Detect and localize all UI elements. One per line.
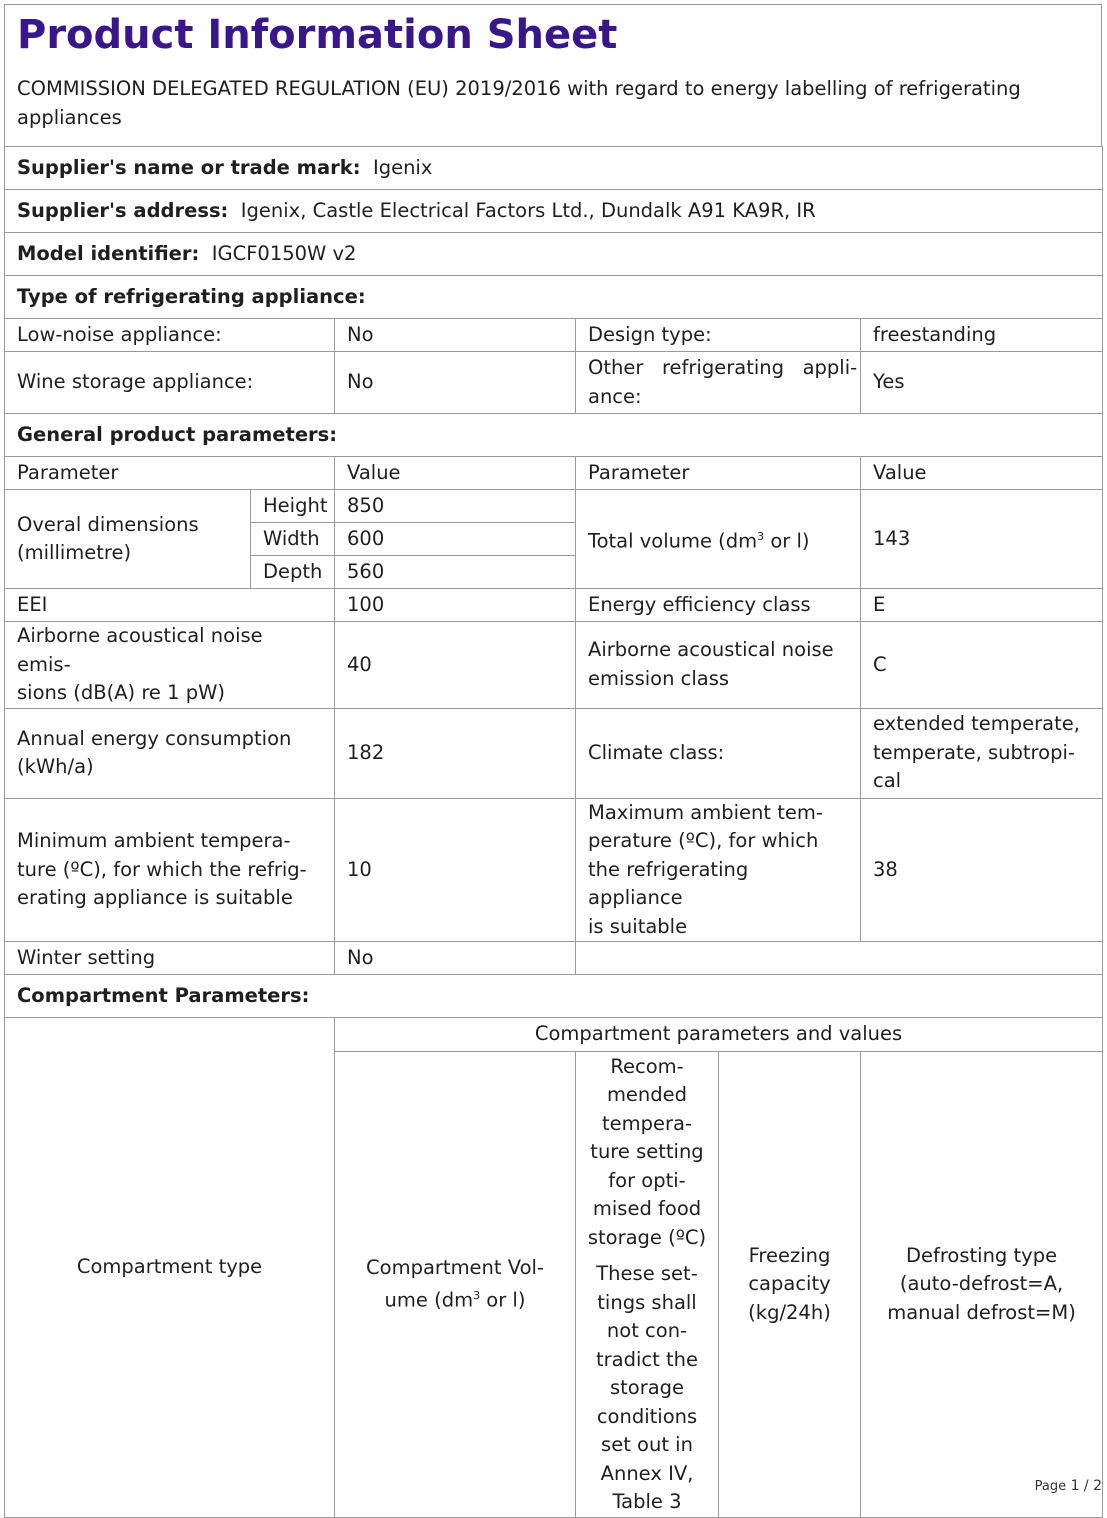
- recommended-line-6: mised food: [592, 1197, 702, 1220]
- compartment-volume-sup: 3: [473, 1289, 481, 1303]
- total-volume-label-pre: Total volume (dm: [588, 529, 758, 552]
- other-appliance-label-line2: ance:: [588, 384, 642, 408]
- width-label: Width: [251, 523, 335, 556]
- total-volume-sup: 3: [757, 529, 765, 543]
- wine-storage-value: No: [335, 352, 576, 414]
- model-identifier-value: IGCF0150W v2: [211, 241, 357, 265]
- total-volume-label-post: or l): [764, 529, 810, 552]
- supplier-name-label: Supplier's name or trade mark:: [17, 155, 361, 179]
- max-ambient-label: [576, 798, 861, 942]
- product-information-sheet: [4, 4, 1102, 1518]
- compartment-volume-header: [335, 1052, 576, 1518]
- depth-label: Depth: [251, 556, 335, 589]
- energy-class-label: Energy efficiency class: [576, 589, 861, 622]
- max-ambient-label-line2: perature (ºC), for which: [588, 829, 819, 852]
- recommended-line-7: storage (ºC): [587, 1225, 707, 1249]
- noise-class-value: C: [861, 622, 1103, 709]
- type-heading: Type of refrigerating appliance:: [5, 276, 1103, 319]
- header-value: Value: [335, 457, 576, 490]
- total-volume-label: [576, 490, 861, 589]
- climate-class-value-line1: extended temperate,: [873, 712, 1080, 736]
- recommended-line-4: ture setting: [590, 1140, 704, 1163]
- settings-note-line-9: Table 3: [612, 1490, 682, 1513]
- freezing-capacity-header: [719, 1052, 861, 1518]
- min-ambient-label-line2: ture (ºC), for which the refrig-: [17, 857, 307, 881]
- noise-emission-label-line1: Airborne acoustical noise emis-: [17, 624, 263, 676]
- other-appliance-label-line1: Other refrigerating appli-: [588, 356, 858, 379]
- other-appliance-value: Yes: [861, 352, 1103, 414]
- compartment-volume-line2: [341, 1282, 569, 1315]
- annual-energy-value: 182: [335, 708, 576, 798]
- defrosting-line-1: Defrosting type: [905, 1243, 1058, 1267]
- info-table: [4, 146, 1103, 1518]
- supplier-address-label: Supplier's address:: [17, 198, 229, 222]
- defrosting-type-header: [861, 1052, 1103, 1518]
- design-type-label: Design type:: [576, 319, 861, 352]
- noise-emission-value: 40: [335, 622, 576, 709]
- noise-class-label-line1: Airborne acoustical noise: [588, 638, 834, 662]
- regulation-text: COMMISSION DELEGATED REGULATION (EU) 2019/2016 with regard to energy labelling of refrigerating appliances: [4, 64, 1102, 146]
- max-ambient-label-line4: is suitable: [588, 914, 688, 938]
- supplier-name-value: Igenix: [372, 155, 433, 179]
- model-identifier-label: Model identifier:: [17, 241, 200, 265]
- supplier-name-row: [5, 147, 1103, 190]
- compartment-type-header: Compartment type: [5, 1018, 335, 1518]
- max-ambient-label-line1: Maximum ambient tem-: [588, 800, 823, 824]
- recommended-line-1: Recom-: [610, 1054, 684, 1078]
- energy-class-value: E: [861, 589, 1103, 622]
- page-title: Product Information Sheet: [4, 4, 1102, 64]
- max-ambient-label-line3: the refrigerating appliance: [588, 857, 749, 909]
- height-value: 850: [335, 490, 576, 523]
- noise-emission-label-line2: sions (dB(A) re 1 pW): [17, 681, 225, 704]
- settings-note-line-5: storage: [609, 1376, 685, 1399]
- design-type-value: freestanding: [861, 319, 1103, 352]
- header-parameter: Parameter: [5, 457, 335, 490]
- compartment-heading: Compartment Parameters:: [5, 975, 1103, 1018]
- page-number: 1 / 2: [1070, 1478, 1102, 1494]
- settings-note-line-1: These set-: [596, 1262, 698, 1285]
- climate-class-label: Climate class:: [576, 708, 861, 798]
- climate-class-value-line2: temperate, subtropi-: [873, 740, 1075, 764]
- width-value: 600: [335, 523, 576, 556]
- page-label: Page: [1034, 1479, 1067, 1494]
- winter-setting-label: Winter setting: [5, 942, 335, 975]
- recommended-line-3: tempera-: [601, 1111, 693, 1135]
- general-heading: General product parameters:: [5, 414, 1103, 457]
- noise-class-label-line2: emission class: [588, 666, 730, 690]
- low-noise-value: No: [335, 319, 576, 352]
- model-identifier-row: [5, 233, 1103, 276]
- supplier-address-value: Igenix, Castle Electrical Factors Ltd., Dundalk A91 KA9R, IR: [240, 198, 816, 222]
- climate-class-value-line3: cal: [873, 769, 902, 793]
- defrosting-line-3: manual defrost=M): [887, 1300, 1076, 1324]
- min-ambient-value: 10: [335, 798, 576, 942]
- recommended-line-5: for opti-: [608, 1168, 686, 1192]
- eei-value: 100: [335, 589, 576, 622]
- recommended-temperature-header: [576, 1052, 719, 1518]
- noise-class-label: [576, 622, 861, 709]
- height-label: Height: [251, 490, 335, 523]
- compartment-volume-post: or l): [480, 1288, 526, 1312]
- recommended-line-2: mended: [606, 1083, 688, 1106]
- compartment-volume-line1: Compartment Vol-: [366, 1255, 544, 1279]
- max-ambient-value: 38: [861, 798, 1103, 942]
- compartment-volume-pre: ume (dm: [384, 1288, 474, 1312]
- depth-value: 560: [335, 556, 576, 589]
- header-parameter-2: Parameter: [576, 457, 861, 490]
- supplier-address-row: [5, 190, 1103, 233]
- settings-note-line-4: tradict the: [596, 1347, 698, 1371]
- min-ambient-label: [5, 798, 335, 942]
- wine-storage-label: Wine storage appliance:: [5, 352, 335, 414]
- compartment-group-header: Compartment parameters and values: [335, 1018, 1103, 1052]
- eei-label: EEI: [5, 589, 335, 622]
- climate-class-value: [861, 708, 1103, 798]
- freezing-line-1: Freezing: [748, 1243, 831, 1267]
- min-ambient-label-line1: Minimum ambient tempera-: [17, 829, 291, 852]
- settings-note-line-8: Annex IV,: [600, 1461, 694, 1485]
- page-footer: [1035, 1478, 1102, 1494]
- winter-setting-value: No: [335, 942, 576, 975]
- dimensions-label-line2: (millimetre): [17, 541, 132, 564]
- winter-setting-empty: [576, 942, 1103, 975]
- settings-note-line-6: conditions: [596, 1404, 698, 1428]
- header-value-2: Value: [861, 457, 1103, 490]
- settings-note-line-7: set out in: [601, 1433, 693, 1456]
- freezing-line-3: (kg/24h): [748, 1300, 831, 1324]
- annual-energy-label: [5, 708, 335, 798]
- settings-note-line-3: not con-: [606, 1319, 688, 1342]
- settings-note-line-2: tings shall: [597, 1290, 697, 1314]
- annual-energy-label-line2: (kWh/a): [17, 755, 94, 778]
- defrosting-line-2: (auto-defrost=A,: [899, 1272, 1064, 1296]
- total-volume-value: 143: [861, 490, 1103, 589]
- other-appliance-label: [576, 352, 861, 414]
- freezing-line-2: capacity: [748, 1272, 831, 1296]
- dimensions-label: [5, 490, 251, 589]
- dimensions-label-line1: Overal dimensions: [17, 512, 199, 536]
- low-noise-label: Low-noise appliance:: [5, 319, 335, 352]
- annual-energy-label-line1: Annual energy consumption: [17, 726, 292, 750]
- min-ambient-label-line3: erating appliance is suitable: [17, 886, 293, 909]
- noise-emission-label: [5, 622, 335, 709]
